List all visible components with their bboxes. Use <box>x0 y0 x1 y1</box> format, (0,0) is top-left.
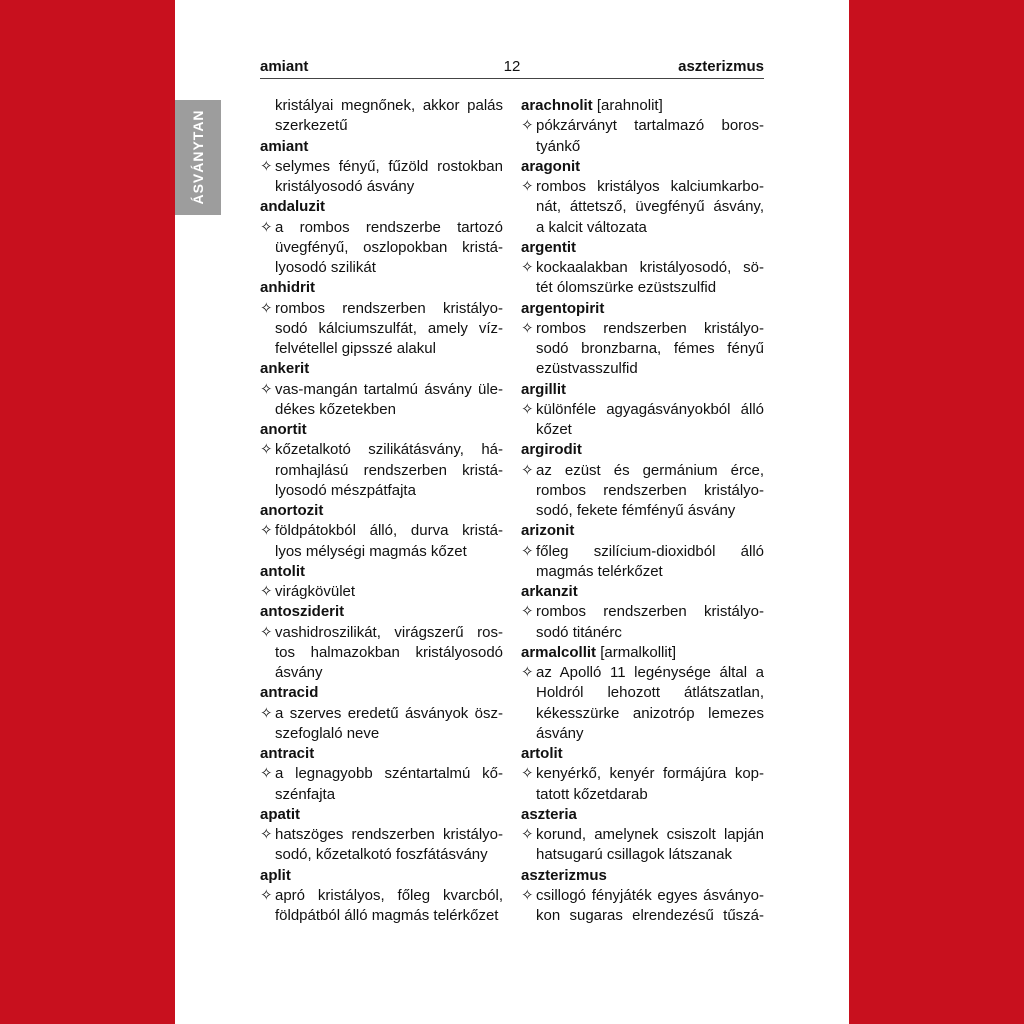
definition-line: a legnagyobb széntartalmú kő- <box>275 765 503 783</box>
headword <box>260 278 503 298</box>
definition-line: az Apolló 11 legénysége által a <box>536 664 764 681</box>
definition <box>260 218 503 279</box>
definition <box>521 258 764 299</box>
headword-text: apatit <box>260 805 301 823</box>
dictionary-entry <box>521 380 764 441</box>
dictionary-entry <box>260 602 503 683</box>
definition-line: rombos rendszerben kristályo- <box>536 481 764 499</box>
headword <box>521 380 764 400</box>
headword-text: aszteria <box>521 805 577 823</box>
headword-text: aragonit <box>521 157 581 175</box>
definition-line: nát, áttetsző, üvegfényű ásvány, <box>536 198 764 216</box>
definition-line: tét ólomszürke ezüstszulfid <box>536 279 717 297</box>
definition-line: romhajlású rendszerben kristá- <box>275 461 503 479</box>
definition-line: lyos mélységi magmás kőzet <box>275 542 467 560</box>
definition-line: tos halmazokban kristályosodó <box>275 643 503 661</box>
diamond-bullet-icon: ✧ <box>260 826 273 843</box>
definition-line: dékes kőzetekben <box>275 400 396 418</box>
headword-text: aszterizmus <box>521 866 607 884</box>
diamond-bullet-icon: ✧ <box>260 157 273 175</box>
diamond-bullet-icon: ✧ <box>521 886 534 904</box>
definition-line: kon sugaras elrendezésű tűszá- <box>536 907 764 924</box>
definition-line: kristályosodó ásvány <box>275 178 415 195</box>
headword <box>260 137 503 157</box>
diamond-bullet-icon: ✧ <box>260 765 273 783</box>
definition-line: a kalcit változata <box>536 218 647 236</box>
diamond-bullet-icon: ✧ <box>260 886 273 904</box>
definition-line: sodó, kőzetalkotó foszfátásvány <box>275 846 488 864</box>
definition <box>260 380 503 421</box>
dictionary-entry <box>260 501 503 562</box>
definition-line: lyosodó szilikát <box>275 259 376 276</box>
definition-line: vas-mangán tartalmú ásvány üle- <box>275 380 503 398</box>
definition <box>260 825 503 866</box>
dictionary-entry <box>260 278 503 359</box>
definition-line: ásvány <box>536 724 584 742</box>
headword-text: arizonit <box>521 522 575 540</box>
definition-line: szerkezetű <box>275 117 348 135</box>
definition-line: rombos kristályos kalciumkarbo- <box>536 178 764 195</box>
section-thumb-tab <box>175 100 221 215</box>
header-first-headword: amiant <box>260 58 309 75</box>
diamond-bullet-icon: ✧ <box>521 664 534 681</box>
definition-line: rombos rendszerben kristályo- <box>536 319 764 337</box>
headword-text: antracid <box>260 684 319 702</box>
definition-line: rombos rendszerben kristályo- <box>536 603 764 621</box>
diamond-bullet-icon: ✧ <box>521 603 534 621</box>
headword-text: arkanzit <box>521 583 578 600</box>
definition-line: a rombos rendszerbe tartozó <box>275 218 503 236</box>
definition-line: vashidroszilikát, virágszerű ros- <box>275 623 503 641</box>
headword <box>521 805 764 825</box>
definition-line: sodó titánérc <box>536 623 622 641</box>
header-last-headword: aszterizmus <box>678 58 764 75</box>
diamond-bullet-icon: ✧ <box>521 826 534 843</box>
definition-line: sodó bronzbarna, fémes fényű <box>536 340 764 357</box>
definition <box>521 825 764 866</box>
headword-text: armalcollit <box>521 643 597 661</box>
headword-text: antosziderit <box>260 603 345 621</box>
definition-line: földpátból álló magmás telérkőzet <box>275 907 499 924</box>
headword <box>521 521 764 541</box>
dictionary-entry <box>260 744 503 805</box>
definition-line: különféle agyagásványokból álló <box>536 400 764 418</box>
definition <box>260 157 503 198</box>
definition <box>521 319 764 380</box>
dictionary-entry <box>260 805 503 866</box>
dictionary-entry <box>260 420 503 501</box>
headword-text: argentit <box>521 238 577 256</box>
dictionary-entry <box>521 238 764 299</box>
definition <box>260 886 503 927</box>
definition-line: felvétellel gipsszé alakul <box>275 340 436 357</box>
headword <box>521 643 764 663</box>
right-column <box>521 96 764 926</box>
headword <box>521 866 764 886</box>
dictionary-entry <box>521 744 764 805</box>
dictionary-entry <box>260 683 503 744</box>
headword-text: aplit <box>260 866 291 884</box>
headword <box>260 805 503 825</box>
diamond-bullet-icon: ✧ <box>521 542 534 560</box>
headword-text: amiant <box>260 137 309 155</box>
diamond-bullet-icon: ✧ <box>521 461 534 479</box>
headword <box>521 96 764 116</box>
headword-variant: [armalkollit] <box>600 643 677 661</box>
dictionary-entry <box>260 137 503 198</box>
dictionary-entry <box>260 562 503 603</box>
headword <box>521 299 764 319</box>
definition <box>521 177 764 238</box>
definition-line: az ezüst és germánium érce, <box>536 461 764 479</box>
definition-line: kockaalakban kristályosodó, sö- <box>536 259 764 276</box>
headword <box>260 562 503 582</box>
definition-line: apró kristályos, főleg kvarcból, <box>275 886 503 904</box>
definition-line: ásvány <box>275 664 323 681</box>
headword-text: argillit <box>521 380 567 398</box>
definition <box>521 400 764 441</box>
definition-line: magmás telérkőzet <box>536 562 663 580</box>
definition-line: kékesszürke anizotróp lemezes <box>536 704 764 722</box>
diamond-bullet-icon: ✧ <box>260 704 273 722</box>
definition <box>521 542 764 583</box>
headword <box>521 744 764 764</box>
definition-line: virágkövület <box>275 583 356 600</box>
headword-text: antracit <box>260 745 315 762</box>
dictionary-entry <box>521 643 764 744</box>
dictionary-entry <box>521 440 764 521</box>
section-tab-label: ÁSVÁNYTAN <box>190 109 206 205</box>
diamond-bullet-icon: ✧ <box>521 400 534 418</box>
definition <box>260 704 503 745</box>
dictionary-page <box>175 0 849 1024</box>
headword-text: argentopirit <box>521 299 605 317</box>
definition-line: földpátokból álló, durva kristá- <box>275 522 503 540</box>
diamond-bullet-icon: ✧ <box>260 522 273 540</box>
page-number: 12 <box>503 58 521 75</box>
diamond-bullet-icon: ✧ <box>521 259 534 276</box>
definition <box>521 461 764 522</box>
dictionary-entry <box>521 805 764 866</box>
definition-line: hatszöges rendszerben kristályo- <box>275 826 503 843</box>
diamond-bullet-icon: ✧ <box>521 117 534 135</box>
dictionary-entry <box>260 359 503 420</box>
definition <box>260 521 503 562</box>
dictionary-entry <box>521 866 764 927</box>
diamond-bullet-icon: ✧ <box>521 178 534 195</box>
headword <box>260 683 503 703</box>
diamond-bullet-icon: ✧ <box>260 583 273 600</box>
definition <box>521 663 764 744</box>
definition-line: hatsugarú csillagok látszanak <box>536 846 732 864</box>
definition <box>260 623 503 684</box>
definition-line: tatott kőzetdarab <box>536 785 648 803</box>
headword-text: antolit <box>260 562 305 580</box>
headword-text: argirodit <box>521 441 582 459</box>
diamond-bullet-icon: ✧ <box>521 319 534 337</box>
definition <box>521 116 764 157</box>
diamond-bullet-icon: ✧ <box>260 299 273 317</box>
definition-line: főleg szilícium-dioxidból álló <box>536 542 764 560</box>
definition-line: szefoglaló neve <box>275 724 380 742</box>
headword <box>260 602 503 622</box>
definition-line: kőzet <box>536 421 572 438</box>
definition-line: lyosodó mészpátfajta <box>275 481 416 499</box>
definition <box>260 440 503 501</box>
definition <box>521 602 764 643</box>
diamond-bullet-icon: ✧ <box>521 765 534 783</box>
running-header <box>260 58 764 79</box>
definition-line: ezüstvasszulfid <box>536 360 638 378</box>
definition <box>260 764 503 805</box>
headword-text: artolit <box>521 745 563 762</box>
definition-line: tyánkő <box>536 137 581 155</box>
definition-line: Holdról lehozott átlátszatlan, <box>536 684 764 702</box>
dictionary-entry <box>260 197 503 278</box>
dictionary-entry <box>521 521 764 582</box>
headword <box>260 197 503 217</box>
definition-line: sodó kálciumszulfát, amely víz- <box>275 319 503 337</box>
dictionary-entry <box>521 582 764 643</box>
definition-line: kristályai megnőnek, akkor palás <box>275 97 503 114</box>
definition-line: csillogó fényjáték egyes ásványo- <box>536 886 764 904</box>
definition <box>260 299 503 360</box>
definition-line: korund, amelynek csiszolt lapján <box>536 826 764 843</box>
headword <box>521 238 764 258</box>
definition <box>521 886 764 927</box>
diamond-bullet-icon: ✧ <box>260 218 273 236</box>
definition-line: kenyérkő, kenyér formájúra kop- <box>536 765 764 783</box>
definition-line: sodó, fekete fémfényű ásvány <box>536 502 736 519</box>
definition-line: szénfajta <box>275 785 336 803</box>
diamond-bullet-icon: ✧ <box>260 441 273 459</box>
headword <box>521 440 764 460</box>
dictionary-entry <box>521 157 764 238</box>
headword <box>260 744 503 764</box>
definition <box>260 582 503 602</box>
definition-line: üvegfényű, oszlopokban kristá- <box>275 238 503 256</box>
dictionary-entry <box>521 96 764 157</box>
headword-text: andaluzit <box>260 198 326 216</box>
headword-text: anortozit <box>260 502 324 519</box>
headword <box>260 866 503 886</box>
definition-line: a szerves eredetű ásványok ösz- <box>275 704 503 722</box>
headword-text: anortit <box>260 421 307 438</box>
headword-variant: [arahnolit] <box>596 97 663 114</box>
headword <box>260 501 503 521</box>
dictionary-entry <box>521 299 764 380</box>
definition-line: pókzárványt tartalmazó boros- <box>536 117 764 135</box>
diamond-bullet-icon: ✧ <box>260 623 273 641</box>
headword-text: arachnolit <box>521 97 593 114</box>
left-column <box>260 96 503 926</box>
headword <box>521 582 764 602</box>
definition <box>521 764 764 805</box>
dictionary-entry <box>260 866 503 927</box>
definition-line: kőzetalkotó szilikátásvány, há- <box>275 441 503 459</box>
diamond-bullet-icon: ✧ <box>260 380 273 398</box>
headword <box>260 359 503 379</box>
definition-line: selymes fényű, fűzöld rostokban <box>275 157 503 175</box>
continued-definition <box>260 96 503 137</box>
headword <box>260 420 503 440</box>
headword-text: ankerit <box>260 360 310 378</box>
definition-line: rombos rendszerben kristályo- <box>275 299 503 317</box>
headword <box>521 157 764 177</box>
headword-text: anhidrit <box>260 279 315 297</box>
